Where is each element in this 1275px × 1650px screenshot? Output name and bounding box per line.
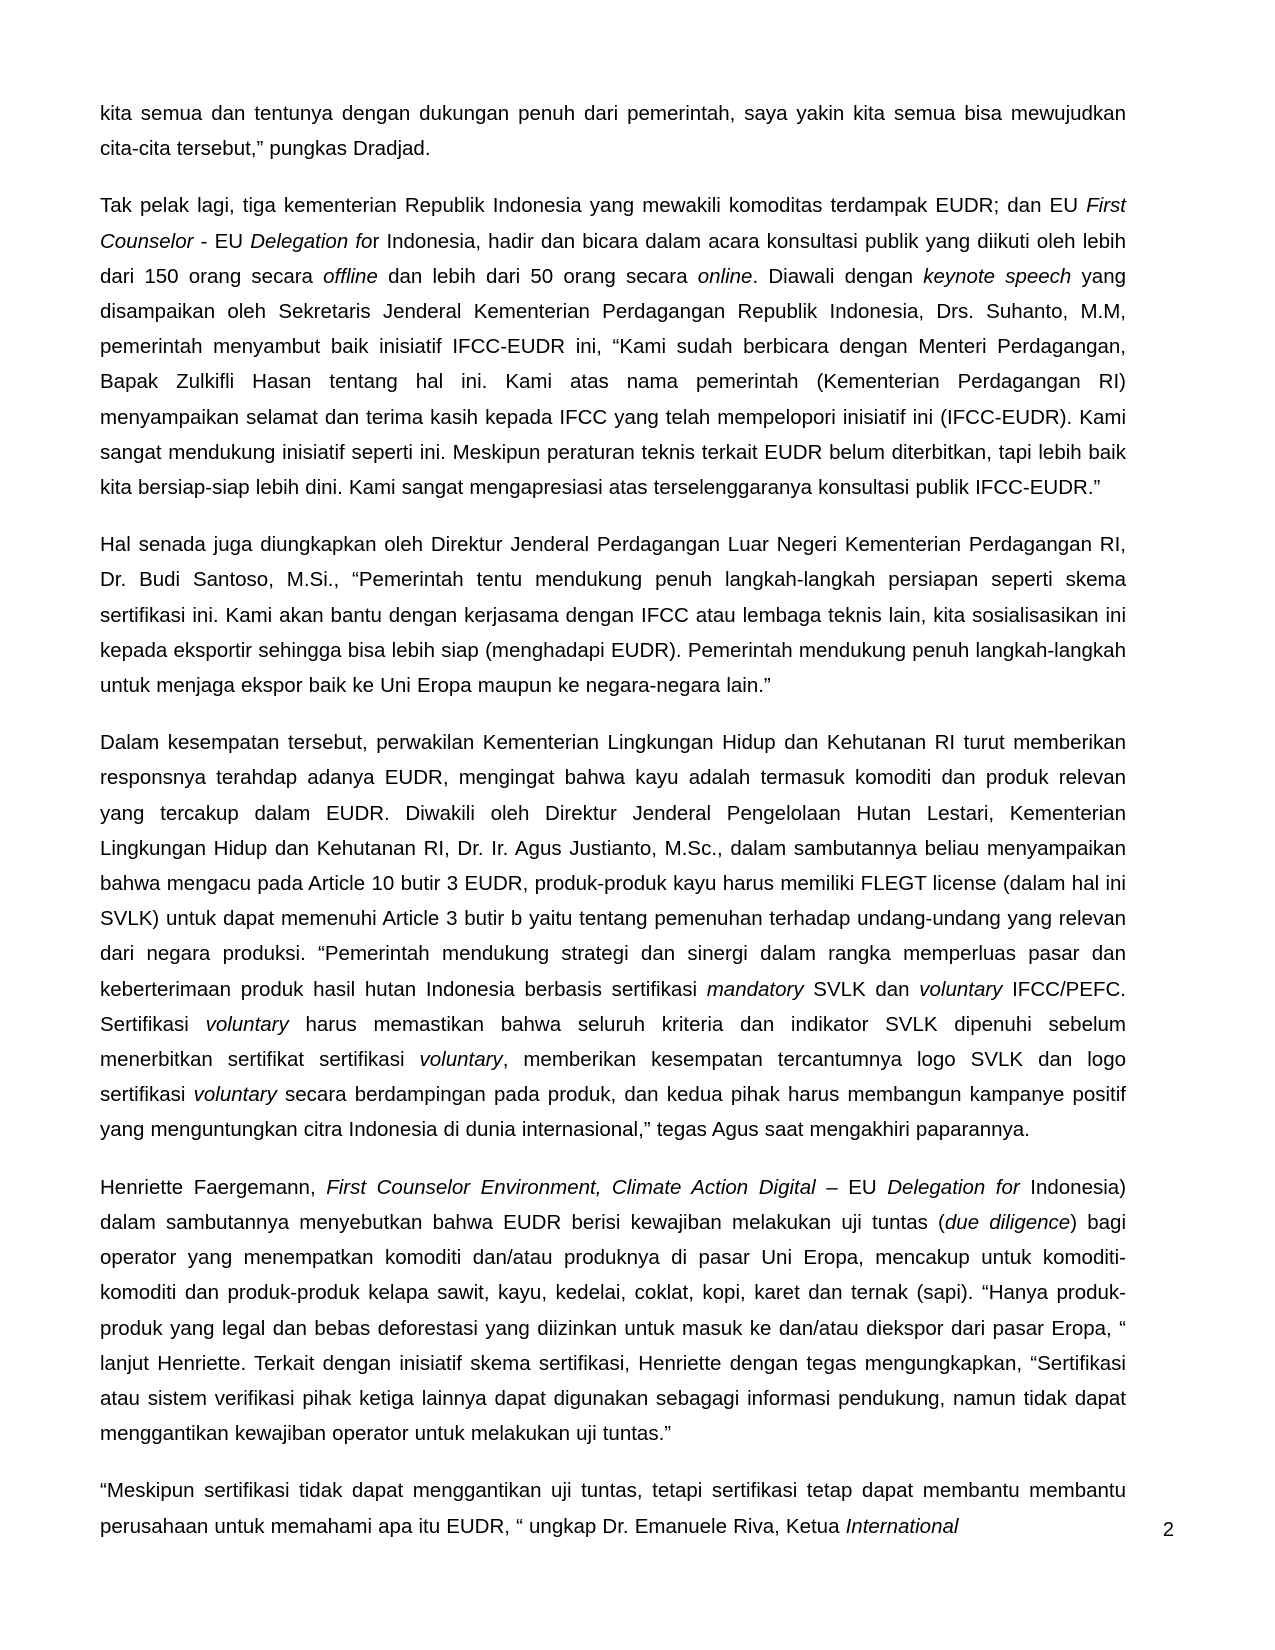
page-number: 2 (1162, 1519, 1174, 1541)
paragraph-3: Hal senada juga diungkapkan oleh Direktur Jenderal Perdagangan Luar Negeri Kementerian Perdagangan RI, Dr. Budi Santoso, M.Si., “Pemerintah tentu mendukung penuh langkah-langkah persiapan seperti skema sertifikasi ini. Kami akan bantu dengan kerjasama dengan IFCC atau lembaga teknis lain, kita sosialisasikan ini kepada eksportir sehingga bisa lebih siap (menghadapi EUDR). Pemerintah mendukung penuh langkah-langkah untuk menjaga ekspor baik ke Uni Eropa maupun ke negara-negara lain.” (100, 533, 1126, 698)
document-body (100, 96, 1126, 1544)
paragraph-5: Henriette Faergemann, First Counselor Environment, Climate Action Digital – EU Delegation for Indonesia) dalam sambutannya menyebutkan bahwa EUDR berisi kewajiban melakukan uji tuntas (due diligence) bagi operator yang menempatkan komoditi dan/atau produknya di pasar Uni Eropa, mencakup untuk komoditi-komoditi dan produk-produk kelapa sawit, kayu, kedelai, coklat, kopi, karet dan ternak (sapi). “Hanya produk-produk yang legal dan bebas deforestasi yang diizinkan untuk masuk ke dan/atau diekspor dari pasar Eropa, “ lanjut Henriette. Terkait dengan inisiatif skema sertifikasi, Henriette dengan tegas mengungkapkan, “Sertifikasi atau sistem verifikasi pihak ketiga lainnya dapat digunakan sebagagi informasi pendukung, namun tidak dapat menggantikan kewajiban operator untuk melakukan uji tuntas.” (100, 1175, 1127, 1446)
paragraph-1: kita semua dan tentunya dengan dukungan penuh dari pemerintah, saya yakin kita semua bisa mewujudkan cita-cita tersebut,” pungkas Dradjad. (100, 102, 1126, 161)
paragraph-2: Tak pelak lagi, tiga kementerian Republik Indonesia yang mewakili komoditas terdampak EUDR; dan EU First Counselor - EU Delegation for Indonesia, hadir dan bicara dalam acara konsultasi publik yang diikuti oleh lebih dari 150 orang secara offline dan lebih dari 50 orang secara online. Diawali dengan keynote speech yang disampaikan oleh Sekretaris Jenderal Kementerian Perdagangan Republik Indonesia, Drs. Suhanto, M.M, pemerintah menyambut baik inisiatif IFCC-EUDR ini, “Kami sudah berbicara dengan Menteri Perdagangan, Bapak Zulkifli Hasan tentang hal ini. Kami atas nama pemerintah (Kementerian Perdagangan RI) menyampaikan selamat dan terima kasih kepada IFCC yang telah mempelopori inisiatif ini (IFCC-EUDR). Kami sangat mendukung inisiatif seperti ini. Meskipun peraturan teknis terkait EUDR belum diterbitkan, tapi lebih baik kita bersiap-siap lebih dini. Kami sangat mengapresiasi atas terselenggaranya konsultasi publik IFCC-EUDR.” (100, 194, 1127, 500)
paragraph-6: “Meskipun sertifikasi tidak dapat menggantikan uji tuntas, tetapi sertifikasi tetap dapat membantu membantu perusahaan untuk memahami apa itu EUDR, “ ungkap Dr. Emanuele Riva, Ketua International (100, 1479, 1126, 1538)
paragraph-4: Dalam kesempatan tersebut, perwakilan Kementerian Lingkungan Hidup dan Kehutanan RI turut memberikan responsnya terahdap adanya EUDR, mengingat bahwa kayu adalah termasuk komoditi dan produk relevan yang tercakup dalam EUDR. Diwakili oleh Direktur Jenderal Pengelolaan Hutan Lestari, Kementerian Lingkungan Hidup dan Kehutanan RI, Dr. Ir. Agus Justianto, M.Sc., dalam sambutannya beliau menyampaikan bahwa mengacu pada Article 10 butir 3 EUDR, produk-produk kayu harus memiliki FLEGT license (dalam hal ini SVLK) untuk dapat memenuhi Article 3 butir b yaitu tentang pemenuhan terhadap undang-undang yang relevan dari negara produksi. “Pemerintah mendukung strategi dan sinergi dalam rangka memperluas pasar dan keberterimaan produk hasil hutan Indonesia berbasis sertifikasi mandatory SVLK dan voluntary IFCC/PEFC. Sertifikasi voluntary harus memastikan bahwa seluruh kriteria dan indikator SVLK dipenuhi sebelum menerbitkan sertifikat sertifikasi voluntary, memberikan kesempatan tercantumnya logo SVLK dan logo sertifikasi voluntary secara berdampingan pada produk, dan kedua pihak harus membangun kampanye positif yang menguntungkan citra Indonesia di dunia internasional,” tegas Agus saat mengakhiri paparannya. (100, 731, 1127, 1142)
